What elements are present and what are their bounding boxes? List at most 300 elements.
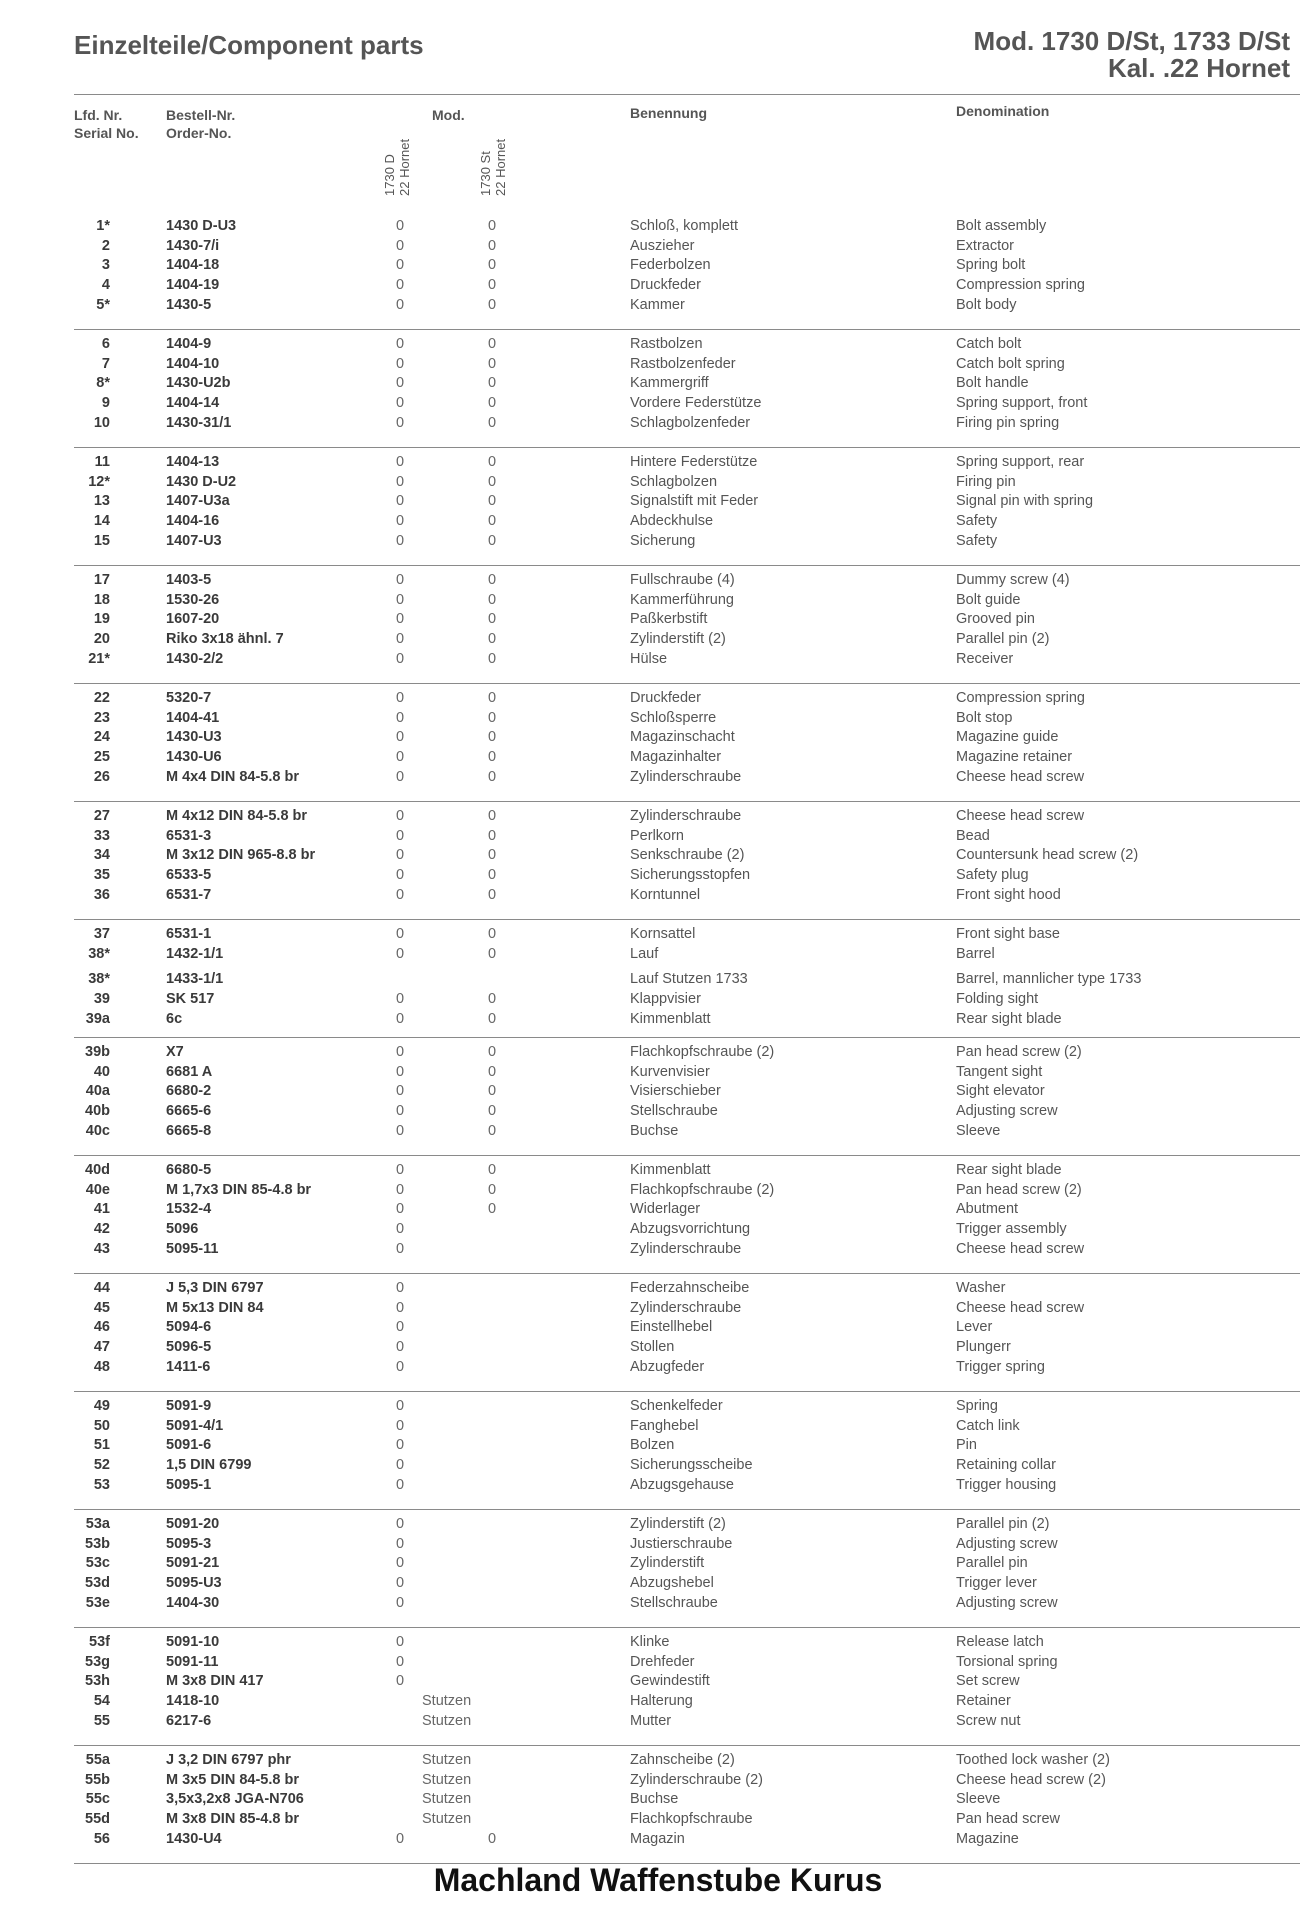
denomination-text: Torsional spring xyxy=(956,1653,1058,1670)
mod1-mark: 0 xyxy=(395,1201,405,1218)
table-row xyxy=(74,806,1300,826)
mod2-mark: 0 xyxy=(487,1063,497,1080)
mod1-mark: 0 xyxy=(395,1398,405,1414)
mod2-mark: 0 xyxy=(487,768,497,785)
table-row xyxy=(74,826,1300,846)
order-number: 6531-7 xyxy=(166,886,212,903)
mod2-mark: 0 xyxy=(487,218,497,234)
table-row xyxy=(74,609,1300,629)
benennung-text: Zylinderstift (2) xyxy=(630,1516,726,1532)
benennung-text: Hülse xyxy=(630,650,668,667)
order-number: 5096 xyxy=(166,1221,199,1238)
mod2-mark: 0 xyxy=(487,749,497,766)
serial-number: 53d xyxy=(85,1575,110,1592)
table-row xyxy=(74,1009,1300,1029)
table-row xyxy=(74,472,1300,492)
order-number: 1404-14 xyxy=(166,395,220,412)
serial-number: 54 xyxy=(93,1693,110,1710)
table-row xyxy=(74,969,1300,989)
denomination-text: Bead xyxy=(956,827,990,844)
table-row xyxy=(74,1770,1300,1790)
mod1-mark: 0 xyxy=(395,1535,405,1552)
serial-number: 46 xyxy=(93,1319,110,1336)
order-number: 1430-7/i xyxy=(166,237,220,254)
denomination-text: Dummy screw (4) xyxy=(956,572,1070,588)
benennung-text: Abzugsvorrichtung xyxy=(630,1221,751,1238)
denomination-text: Adjusting screw xyxy=(956,1594,1058,1611)
order-number: 6680-2 xyxy=(166,1083,212,1100)
mod2-mark: 0 xyxy=(487,808,497,824)
benennung-text: Auszieher xyxy=(630,237,695,254)
serial-number: 55c xyxy=(85,1791,110,1808)
order-number: X7 xyxy=(166,1044,184,1060)
benennung-text: Abzugsgehause xyxy=(630,1476,734,1493)
parts-group xyxy=(74,688,1300,802)
serial-number: 45 xyxy=(93,1299,110,1316)
mod2-mark: 0 xyxy=(487,1201,497,1218)
denomination-text: Pin xyxy=(956,1437,977,1454)
benennung-text: Sicherungsscheibe xyxy=(630,1457,753,1474)
table-row xyxy=(74,1160,1300,1180)
mod2-mark: 0 xyxy=(487,709,497,726)
mod2-mark: 0 xyxy=(487,237,497,254)
denomination-text: Spring xyxy=(956,1398,998,1414)
mod2-mark: 0 xyxy=(487,690,497,706)
order-number: M 4x12 DIN 84-5.8 br xyxy=(166,808,308,824)
mod2-mark: 0 xyxy=(487,847,497,864)
order-number: 1430-5 xyxy=(166,296,212,313)
benennung-text: Drehfeder xyxy=(630,1653,695,1670)
benennung-text: Zahnscheibe (2) xyxy=(630,1752,735,1768)
table-row xyxy=(74,885,1300,905)
table-row xyxy=(74,1357,1300,1377)
mod1-mark: 0 xyxy=(395,611,405,628)
parts-group xyxy=(74,924,1300,1038)
benennung-text: Klinke xyxy=(630,1634,670,1650)
benennung-text: Flachkopfschraube xyxy=(630,1811,753,1828)
mod2-mark: 0 xyxy=(487,926,497,942)
order-number: 1607-20 xyxy=(166,611,220,628)
order-number: 1532-4 xyxy=(166,1201,212,1218)
order-number: 6665-8 xyxy=(166,1122,212,1139)
table-row xyxy=(74,334,1300,354)
serial-number: 43 xyxy=(93,1240,110,1257)
denomination-text: Tangent sight xyxy=(956,1063,1043,1080)
order-number: 1403-5 xyxy=(166,572,212,588)
benennung-text: Visierschieber xyxy=(630,1083,721,1100)
table-row xyxy=(74,491,1300,511)
order-number: M 3x12 DIN 965-8.8 br xyxy=(166,847,316,864)
serial-number: 23 xyxy=(93,709,110,726)
parts-group xyxy=(74,570,1300,684)
benennung-text: Magazinschacht xyxy=(630,729,735,746)
mod1-mark: 0 xyxy=(395,650,405,667)
table-row xyxy=(74,1593,1300,1613)
stutzen-mark: Stutzen xyxy=(422,1752,472,1768)
table-row xyxy=(74,1180,1300,1200)
mod1-mark: 0 xyxy=(395,1575,405,1592)
mod1-mark: 0 xyxy=(395,454,405,470)
benennung-text: Signalstift mit Feder xyxy=(630,493,759,510)
mod1-mark: 0 xyxy=(395,1010,405,1027)
table-row xyxy=(74,727,1300,747)
mod1-header-line2: 22 Hornet xyxy=(397,138,412,196)
benennung-text: Perlkorn xyxy=(630,827,684,844)
mod1-mark: 0 xyxy=(395,1516,405,1532)
benennung-text: Stollen xyxy=(630,1339,675,1356)
serial-number: 10 xyxy=(93,414,110,431)
benennung-text: Stellschraube xyxy=(630,1103,718,1120)
denomination-text: Safety xyxy=(956,532,998,549)
order-number: 6c xyxy=(166,1010,183,1027)
mod2-mark: 0 xyxy=(487,1010,497,1027)
denomination-text: Toothed lock washer (2) xyxy=(956,1752,1110,1768)
denomination-text: Barrel xyxy=(956,945,995,962)
order-number: 6217-6 xyxy=(166,1712,212,1729)
mod1-mark: 0 xyxy=(395,1358,405,1375)
serial-number: 8* xyxy=(96,375,110,392)
table-row xyxy=(74,747,1300,767)
table-row xyxy=(74,393,1300,413)
mod2-mark: 0 xyxy=(487,631,497,648)
mod1-mark: 0 xyxy=(395,945,405,962)
denomination-text: Pan head screw (2) xyxy=(956,1044,1082,1060)
header-rule xyxy=(74,94,1300,95)
serial-number: 3 xyxy=(101,257,110,274)
mod1-mark: 0 xyxy=(395,827,405,844)
order-number: 1404-18 xyxy=(166,257,220,274)
table-row xyxy=(74,767,1300,787)
mod1-mark: 0 xyxy=(395,1122,405,1139)
serial-number: 53c xyxy=(85,1555,110,1572)
mod1-mark: 0 xyxy=(395,808,405,824)
caliber-line: Kal. .22 Hornet xyxy=(1107,53,1290,83)
mod2-mark: 0 xyxy=(487,650,497,667)
mod1-mark: 0 xyxy=(395,1083,405,1100)
mod1-mark: 0 xyxy=(395,867,405,884)
table-row xyxy=(74,590,1300,610)
table-row xyxy=(74,255,1300,275)
mod1-mark: 0 xyxy=(395,532,405,549)
benennung-text: Schloßsperre xyxy=(630,709,717,726)
serial-number: 34 xyxy=(93,847,110,864)
benennung-text: Buchse xyxy=(630,1122,679,1139)
order-number: M 4x4 DIN 84-5.8 br xyxy=(166,768,299,785)
table-row xyxy=(74,1809,1300,1829)
parts-group xyxy=(74,216,1300,330)
benennung-text: Justierschraube xyxy=(630,1535,733,1552)
mod1-mark: 0 xyxy=(395,1594,405,1611)
table-row xyxy=(74,1298,1300,1318)
order-number: 1404-41 xyxy=(166,709,220,726)
parts-group xyxy=(74,334,1300,448)
mod2-mark: 0 xyxy=(487,572,497,588)
serial-number: 39b xyxy=(85,1044,110,1060)
serial-number: 38* xyxy=(88,971,110,988)
serial-header-de: Lfd. Nr. xyxy=(74,107,123,123)
mod1-mark: 0 xyxy=(395,1476,405,1493)
benennung-text: Gewindestift xyxy=(630,1673,710,1690)
table-row xyxy=(74,1199,1300,1219)
order-number: M 3x8 DIN 85-4.8 br xyxy=(166,1811,299,1828)
benennung-text: Rastbolzen xyxy=(630,336,703,352)
stutzen-mark: Stutzen xyxy=(422,1811,472,1828)
denomination-text: Bolt guide xyxy=(956,591,1021,608)
order-number: 1430-U3 xyxy=(166,729,222,746)
mod2-mark: 0 xyxy=(487,1103,497,1120)
denomination-text: Bolt handle xyxy=(956,375,1029,392)
serial-number: 17 xyxy=(93,572,110,588)
benennung-text: Paßkerbstift xyxy=(630,611,708,628)
mod1-header-line1: 1730 D xyxy=(382,154,397,196)
mod1-mark: 0 xyxy=(395,1181,405,1198)
table-row xyxy=(74,1514,1300,1534)
mod1-header xyxy=(382,139,412,196)
serial-number: 35 xyxy=(93,867,110,884)
order-number: 1433-1/1 xyxy=(166,971,224,988)
denomination-text: Cheese head screw (2) xyxy=(956,1771,1106,1788)
mod2-mark: 0 xyxy=(487,1162,497,1178)
mod2-mark: 0 xyxy=(487,1830,497,1847)
denomination-text: Barrel, mannlicher type 1733 xyxy=(956,971,1142,988)
mod1-mark: 0 xyxy=(395,1457,405,1474)
denomination-text: Firing pin spring xyxy=(956,414,1060,431)
table-row xyxy=(74,373,1300,393)
denomination-text: Magazine retainer xyxy=(956,749,1073,766)
denomination-text: Rear sight blade xyxy=(956,1162,1062,1178)
denomination-text: Spring support, rear xyxy=(956,454,1085,470)
denomination-text: Retaining collar xyxy=(956,1457,1056,1474)
denomination-text: Abutment xyxy=(956,1201,1019,1218)
serial-number: 53f xyxy=(89,1634,110,1650)
benennung-text: Fullschraube (4) xyxy=(630,572,735,588)
order-number: 1411-6 xyxy=(166,1358,211,1375)
denomination-text: Compression spring xyxy=(956,690,1085,706)
footer-shop-name: Machland Waffenstube Kurus xyxy=(433,1862,883,1898)
mod1-mark: 0 xyxy=(395,1240,405,1257)
benennung-header: Benennung xyxy=(630,105,707,121)
denomination-text: Magazine guide xyxy=(956,729,1059,746)
model-designation xyxy=(974,28,1290,82)
order-number: 5095-3 xyxy=(166,1535,212,1552)
mod1-mark: 0 xyxy=(395,1063,405,1080)
denomination-text: Trigger lever xyxy=(956,1575,1037,1592)
serial-number: 18 xyxy=(93,591,110,608)
benennung-text: Federzahnscheibe xyxy=(630,1280,750,1296)
mod1-mark: 0 xyxy=(395,768,405,785)
parts-group xyxy=(74,1396,1300,1510)
serial-number: 39a xyxy=(85,1010,110,1027)
denomination-text: Firing pin xyxy=(956,473,1016,490)
denomination-text: Sleeve xyxy=(956,1122,1001,1139)
table-row xyxy=(74,1691,1300,1711)
table-row xyxy=(74,1239,1300,1259)
mod2-mark: 0 xyxy=(487,611,497,628)
benennung-text: Magazinhalter xyxy=(630,749,722,766)
table-row xyxy=(74,570,1300,590)
mod-header: Mod. xyxy=(432,107,465,123)
serial-number: 6 xyxy=(101,336,110,352)
table-row xyxy=(74,354,1300,374)
serial-number: 15 xyxy=(93,532,110,549)
mod1-mark: 0 xyxy=(395,277,405,294)
denomination-text: Catch bolt xyxy=(956,336,1022,352)
mod2-mark: 0 xyxy=(487,945,497,962)
mod1-mark: 0 xyxy=(395,991,405,1008)
benennung-text: Schenkelfeder xyxy=(630,1398,723,1414)
order-number: 5091-20 xyxy=(166,1516,220,1532)
stutzen-mark: Stutzen xyxy=(422,1712,472,1729)
stutzen-mark: Stutzen xyxy=(422,1693,472,1710)
order-number: 1432-1/1 xyxy=(166,945,224,962)
serial-number: 33 xyxy=(93,827,110,844)
serial-number: 26 xyxy=(93,768,110,785)
benennung-text: Kammergriff xyxy=(630,375,709,392)
serial-number: 21* xyxy=(88,650,110,667)
mod1-mark: 0 xyxy=(395,414,405,431)
order-number: 1430 D-U2 xyxy=(166,473,237,490)
order-number: 1,5 DIN 6799 xyxy=(166,1457,252,1474)
serial-number: 40 xyxy=(93,1063,110,1080)
model-line: Mod. 1730 D/St, 1733 D/St xyxy=(973,26,1290,56)
benennung-text: Schloß, komplett xyxy=(630,218,738,234)
denomination-header: Denomination xyxy=(956,103,1050,119)
benennung-text: Abzugshebel xyxy=(630,1575,714,1592)
serial-number: 55a xyxy=(85,1752,110,1768)
mod1-mark: 0 xyxy=(395,218,405,234)
order-number: 5095-11 xyxy=(166,1240,219,1257)
serial-number: 55d xyxy=(85,1811,110,1828)
order-number: 6680-5 xyxy=(166,1162,212,1178)
mod2-mark: 0 xyxy=(487,296,497,313)
serial-number: 14 xyxy=(93,513,110,530)
order-number: 5091-6 xyxy=(166,1437,212,1454)
mod1-mark: 0 xyxy=(395,1280,405,1296)
mod2-mark: 0 xyxy=(487,375,497,392)
benennung-text: Druckfeder xyxy=(630,690,701,706)
order-number: 1407-U3 xyxy=(166,532,222,549)
benennung-text: Abzugfeder xyxy=(630,1358,705,1375)
parts-group xyxy=(74,1278,1300,1392)
benennung-text: Kurvenvisier xyxy=(630,1063,710,1080)
mod2-mark: 0 xyxy=(487,336,497,352)
benennung-text: Magazin xyxy=(630,1830,685,1847)
mod2-mark: 0 xyxy=(487,395,497,412)
denomination-text: Extractor xyxy=(956,237,1015,254)
benennung-text: Lauf Stutzen 1733 xyxy=(630,971,748,988)
parts-group xyxy=(74,1160,1300,1274)
serial-number: 37 xyxy=(93,926,110,942)
mod1-mark: 0 xyxy=(395,591,405,608)
table-row xyxy=(74,944,1300,964)
order-number: SK 517 xyxy=(166,991,215,1008)
denomination-text: Spring bolt xyxy=(956,257,1026,274)
table-row xyxy=(74,989,1300,1009)
benennung-text: Korntunnel xyxy=(630,886,701,903)
table-row xyxy=(74,1750,1300,1770)
serial-number: 55b xyxy=(85,1771,110,1788)
mod1-mark: 0 xyxy=(395,1673,405,1690)
serial-number: 56 xyxy=(93,1830,110,1847)
denomination-text: Bolt stop xyxy=(956,709,1013,726)
table-row xyxy=(74,1416,1300,1436)
order-number: J 5,3 DIN 6797 xyxy=(166,1280,264,1296)
denomination-text: Sleeve xyxy=(956,1791,1001,1808)
table-row xyxy=(74,1671,1300,1691)
denomination-text: Safety plug xyxy=(956,867,1029,884)
order-header-de: Bestell-Nr. xyxy=(166,107,236,123)
order-number: 1404-9 xyxy=(166,336,212,352)
serial-number: 53h xyxy=(85,1673,110,1690)
denomination-text: Adjusting screw xyxy=(956,1103,1058,1120)
denomination-text: Cheese head screw xyxy=(956,808,1085,824)
table-row xyxy=(74,1435,1300,1455)
denomination-text: Parallel pin (2) xyxy=(956,1516,1050,1532)
denomination-text: Receiver xyxy=(956,650,1014,667)
denomination-text: Spring support, front xyxy=(956,395,1088,412)
denomination-text: Bolt assembly xyxy=(956,218,1047,234)
mod2-mark: 0 xyxy=(487,454,497,470)
order-number: Riko 3x18 ähnl. 7 xyxy=(166,631,284,648)
table-row xyxy=(74,295,1300,315)
mod2-mark: 0 xyxy=(487,1181,497,1198)
serial-number: 24 xyxy=(93,729,110,746)
mod1-mark: 0 xyxy=(395,375,405,392)
serial-number: 19 xyxy=(93,611,110,628)
serial-number: 20 xyxy=(93,631,110,648)
mod2-mark: 0 xyxy=(487,1083,497,1100)
order-header xyxy=(166,106,235,142)
serial-number: 27 xyxy=(93,808,110,824)
benennung-text: Kornsattel xyxy=(630,926,696,942)
mod1-mark: 0 xyxy=(395,1634,405,1650)
denomination-text: Lever xyxy=(956,1319,993,1336)
order-number: 1404-16 xyxy=(166,513,220,530)
denomination-text: Set screw xyxy=(956,1673,1020,1690)
denomination-text: Catch bolt spring xyxy=(956,355,1065,372)
denomination-text: Grooved pin xyxy=(956,611,1035,628)
mod1-mark: 0 xyxy=(395,336,405,352)
table-row xyxy=(74,924,1300,944)
denomination-text: Rear sight blade xyxy=(956,1010,1062,1027)
benennung-text: Einstellhebel xyxy=(630,1319,713,1336)
denomination-text: Folding sight xyxy=(956,991,1039,1008)
table-row xyxy=(74,629,1300,649)
denomination-text: Sight elevator xyxy=(956,1083,1045,1100)
table-row xyxy=(74,1101,1300,1121)
table-row xyxy=(74,1553,1300,1573)
table-row xyxy=(74,1534,1300,1554)
denomination-text: Magazine xyxy=(956,1830,1019,1847)
order-number: 5091-21 xyxy=(166,1555,220,1572)
denomination-text: Bolt body xyxy=(956,296,1017,313)
mod1-mark: 0 xyxy=(395,1221,405,1238)
order-number: 1404-19 xyxy=(166,277,220,294)
stutzen-mark: Stutzen xyxy=(422,1771,472,1788)
denomination-text: Cheese head screw xyxy=(956,768,1085,785)
serial-number: 47 xyxy=(93,1339,110,1356)
mod2-mark: 0 xyxy=(487,886,497,903)
mod2-mark: 0 xyxy=(487,513,497,530)
mod1-mark: 0 xyxy=(395,1299,405,1316)
table-row xyxy=(74,216,1300,236)
mod1-mark: 0 xyxy=(395,926,405,942)
table-row xyxy=(74,531,1300,551)
table-row xyxy=(74,1337,1300,1357)
table-row xyxy=(74,865,1300,885)
denomination-text: Safety xyxy=(956,513,998,530)
serial-number: 9 xyxy=(101,395,110,412)
